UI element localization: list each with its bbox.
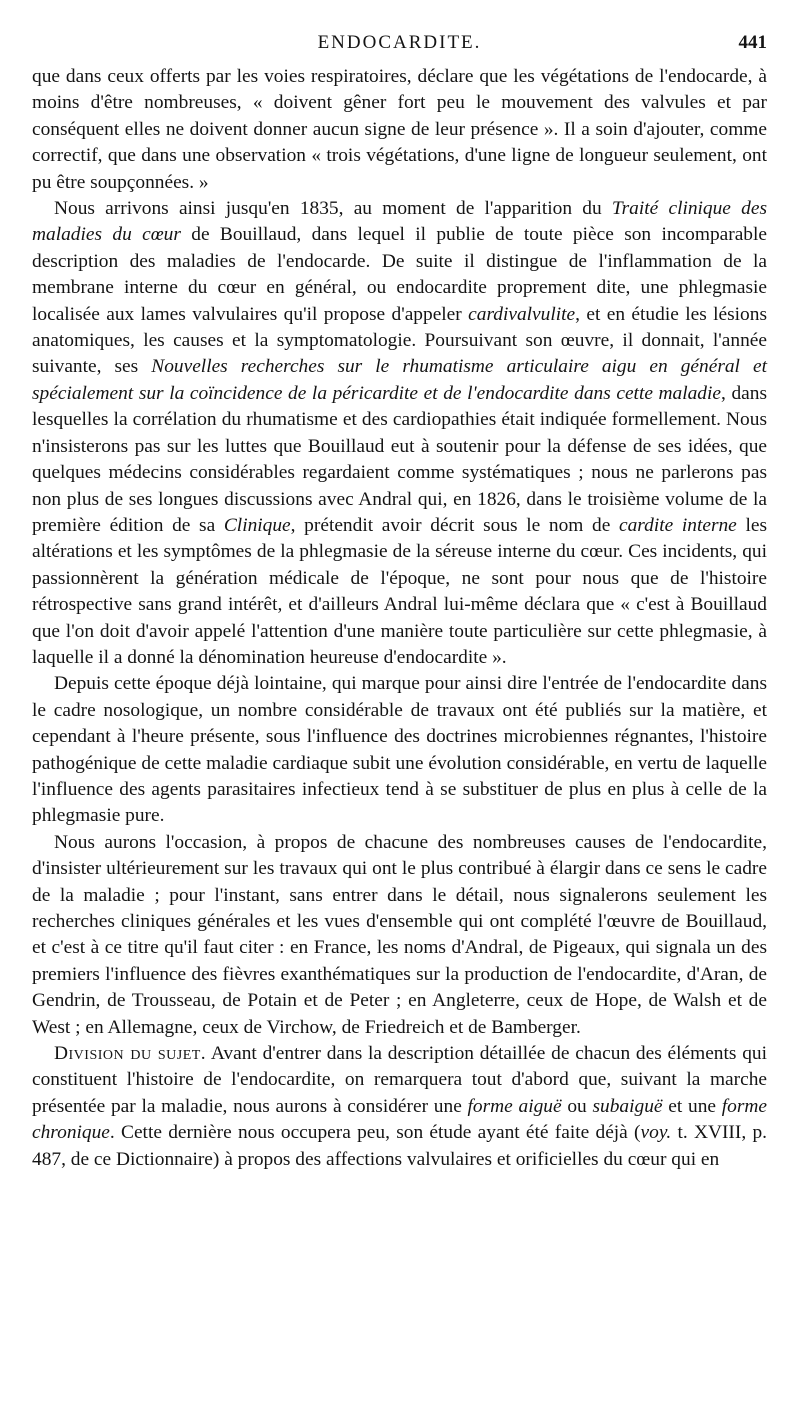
italic-text: Nouvelles recherches sur le rhumatisme articulaire aigu en général et spécialement sur la coïncidence de la péricardite et de l'endocardite dans cette maladie [32, 356, 767, 404]
italic-text: Traité clinique des maladies du cœur [32, 198, 767, 246]
paragraph [32, 830, 767, 1041]
text-run: Avant d'entrer dans la description détaillée de chacun des éléments qui constituent l'histoire de l'endocardite, on remarquera tout d'abord que, suivant la marche présentée par la maladie, nous aurons à considérer une [32, 1043, 767, 1117]
text-run: ou [561, 1095, 593, 1117]
italic-text: forme aiguë [467, 1095, 562, 1117]
body-text [32, 64, 767, 1173]
text-run: que dans ceux offerts par les voies respiratoires, déclare que les végétations de l'endocarde, à moins d'être nombreuses, « doivent gêner fort peu le mouvement des valvules et par conséquent elles ne doivent donner aucun signe de leur présence ». Il a soin d'ajouter, comme correctif, que dans une observation « trois végétations, d'une ligne de longueur seulement, ont pu être soupçonnées. » [32, 66, 767, 193]
italic-text: Clinique [223, 514, 291, 536]
paragraph [32, 64, 767, 196]
text-run: Nous arrivons ainsi jusqu'en 1835, au moment de l'apparition du [54, 198, 612, 220]
text-run: Nous aurons l'occasion, à propos de chacune des nombreuses causes de l'endocardite, d'insister ultérieurement sur les travaux qui ont le plus contribué à élargir dans ce sens le cadre de la maladie ; pour l'instant, sans entrer dans le détail, nous signalerons seulement les recherches cliniques générales et les vues d'ensemble qui ont complété l'œuvre de Bouillaud, et c'est à ce titre qu'il faut citer : en France, les noms d'Andral, de Pigeaux, qui signala un des premiers l'influence des fièvres exanthématiques sur la production de l'endocardite, d'Aran, de Gendrin, de Trousseau, de Potain et de Peter ; en Angleterre, ceux de Hope, de Walsh et de West ; en Allemagne, ceux de Virchow, de Friedreich et de Bamberger. [32, 831, 767, 1038]
text-run: , et en étudie les lésions anatomiques, les causes et la symptomatologie. Poursuivant son œuvre, il donnait, l'année suivante, ses [32, 303, 767, 378]
section-heading: Division du sujet. [54, 1043, 207, 1065]
text-run: les altérations et les symptômes de la phlegmasie de la séreuse interne du cœur. Ces incidents, qui passionnèrent la génération médicale de l'époque, ne sont pour nous que de l'histoire rétrospective sans grand intérêt, et d'ailleurs Andral lui-même déclara que « c'est à Bouillaud que l'on doit d'avoir appelé l'attention d'une manière toute particulière sur cette phlegmasie, à laquelle il a donné la dénomination heureuse d'endocardite ». [32, 514, 768, 668]
text-run: de Bouillaud, dans lequel il publie de toute pièce son incomparable description des maladies de l'endocarde. De suite il distingue de l'inflammation de la membrane interne du cœur en général, ou endocardite proprement dite, une phlegmasie localisée aux lames valvulaires qu'il propose d'appeler [32, 224, 768, 325]
running-header [32, 28, 767, 64]
italic-text: forme chronique [32, 1095, 767, 1144]
text-run: et une [662, 1095, 722, 1117]
running-title: ENDOCARDITE. [317, 32, 482, 53]
text-run: , dans lesquelles la corrélation du rhumatisme et des cardiopathies était indiquée formellement. Nous n'insisterons pas sur les luttes que Bouillaud eut à soutenir pour la défense de ses idées, que quelques médecins considérables regardaient comme systématiques ; nous ne parlerons pas non plus de ses longues discussions avec Andral qui, en 1826, dans le troisième volume de la première édition de sa [32, 382, 767, 536]
text-run: . Cette dernière nous occupera peu, son étude ayant été faite déjà ( [109, 1122, 641, 1144]
text-run: t. XVIII, p. 487, de ce Dictionnaire) à propos des affections valvulaires et orificielles du cœur qui en [32, 1122, 767, 1170]
italic-text: voy. [640, 1122, 672, 1144]
italic-text: cardite interne [619, 514, 737, 536]
text-run: Depuis cette époque déjà lointaine, qui marque pour ainsi dire l'entrée de l'endocardite dans le cadre nosologique, un nombre considérable de travaux ont été publiés sur la matière, et cependant à l'heure présente, sous l'influence des doctrines microbiennes régnantes, l'histoire pathogénique de cette maladie cardiaque subit une évolution considérable, en vertu de laquelle l'influence des agents parasitaires infectieux tend à se substituer de plus en plus à celle de la phlegmasie pure. [32, 673, 767, 827]
text-run: , prétendit avoir décrit sous le nom de [290, 514, 619, 536]
italic-text: subaiguë [592, 1095, 663, 1117]
paragraph [32, 1041, 767, 1173]
page-number: 441 [738, 32, 767, 53]
italic-text: cardivalvulite [468, 303, 576, 325]
paragraph [32, 671, 767, 829]
paragraph [32, 196, 767, 671]
